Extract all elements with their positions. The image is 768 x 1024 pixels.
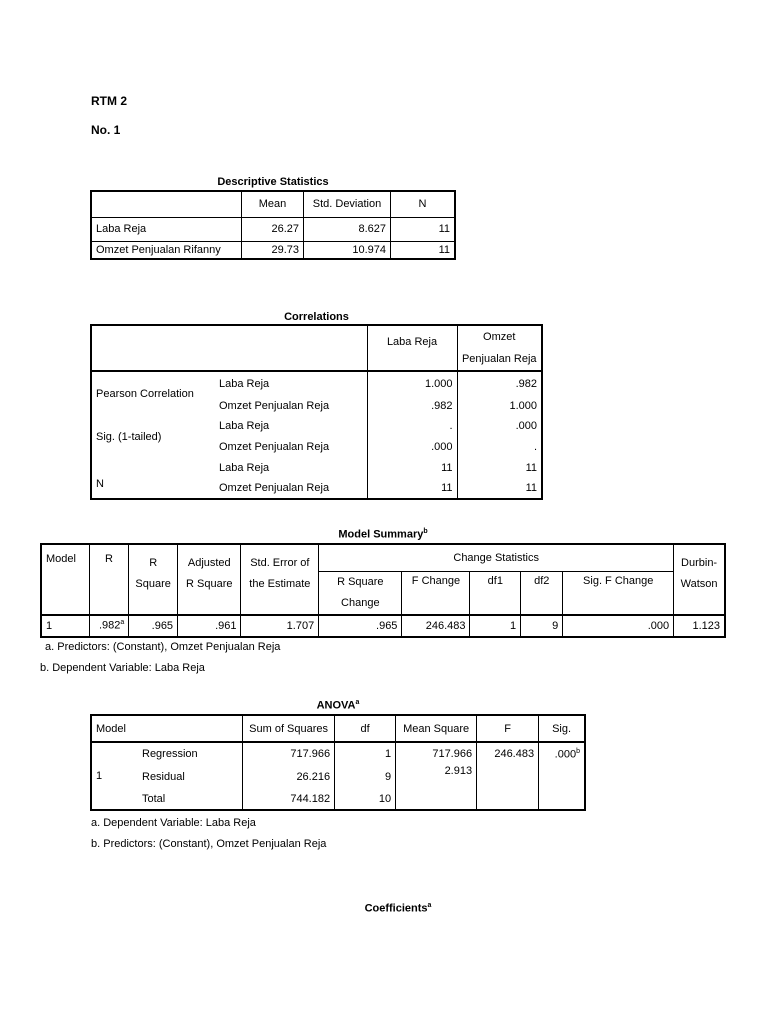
correlations-group-sig: Sig. (1-tailed): [96, 430, 162, 443]
correlations-group-pearson: Pearson Correlation: [96, 388, 194, 400]
ms-header-se-l1: Std. Error of: [250, 557, 310, 569]
anova-row-f-empty: [477, 788, 539, 810]
anova-header-sig: Sig.: [539, 715, 585, 742]
descriptive-row-mean: 26.27: [242, 217, 304, 241]
anova-model-number: 1: [96, 770, 103, 782]
correlations-value: 11: [525, 482, 537, 494]
correlations-header-row: [91, 325, 542, 371]
correlations-value: .: [367, 416, 457, 436]
model-summary-title: [40, 528, 726, 541]
coefficients-title: [300, 902, 496, 915]
ms-note-b: b. Dependent Variable: Laba Reja: [40, 662, 205, 674]
anova-header-f: F: [477, 715, 539, 742]
ms-row-r-value: .982: [98, 619, 121, 632]
ms-row-model: 1: [41, 615, 89, 637]
ms-header-dw-l1: Durbin-: [681, 557, 718, 569]
correlations-header-omzet-line1: Omzet: [483, 331, 516, 343]
ms-row-r-sup: a: [120, 619, 125, 627]
ms-header-rsquare-l2: Square: [135, 578, 171, 590]
correlations-sub-label: Laba Reja: [215, 416, 367, 436]
correlations-value: 11: [367, 478, 457, 499]
anova-header-ms: Mean Square: [396, 715, 477, 742]
ms-header-se: [241, 544, 319, 615]
ms-header-r: R: [89, 544, 129, 615]
anova-header-row: [91, 715, 585, 742]
anova-header-model: Model: [91, 715, 243, 742]
table-row: [91, 371, 542, 395]
ms-row-rsquare: .965: [129, 615, 178, 637]
ms-header-adj-l2: R Square: [186, 578, 233, 590]
ms-header-rsquare-l1: R: [149, 557, 158, 569]
descriptive-header-n: N: [391, 191, 456, 217]
ms-row-dw: 1.123: [674, 615, 725, 637]
correlations-header-omzet: [457, 325, 542, 371]
descriptive-header-row: [91, 191, 455, 217]
correlations-sub-label: Omzet Penjualan Reja: [215, 436, 367, 457]
correlations-value: .982: [367, 395, 457, 416]
anova-title: [90, 699, 586, 712]
descriptive-row-n: 11: [391, 217, 456, 241]
descriptive-row-sd: 10.974: [304, 241, 391, 259]
table-row: [91, 416, 542, 436]
heading-number: No. 1: [91, 123, 121, 137]
ms-row-df2: 9: [521, 615, 563, 637]
table-row: [41, 615, 725, 637]
ms-header-rsq-change-l2: Change: [341, 596, 380, 609]
ms-row-adj: .961: [178, 615, 241, 637]
descriptive-header-blank: [91, 191, 242, 217]
anova-header-df: df: [335, 715, 396, 742]
anova-row-ss: 26.216: [243, 765, 335, 788]
correlations-sub-label: Laba Reja: [215, 371, 367, 395]
ms-header-f-change: F Change: [402, 571, 470, 615]
descriptive-row-label: Laba Reja: [91, 217, 242, 241]
heading-rtm: RTM 2: [91, 94, 127, 108]
correlations-sub-label: Omzet Penjualan Reja: [215, 478, 367, 499]
anova-row-sig-sup: b: [576, 748, 580, 755]
correlations-value: .982: [515, 377, 537, 390]
ms-header-rsq-change: [319, 571, 402, 615]
correlations-title: Correlations: [284, 311, 349, 323]
ms-row-sig-f: .000: [563, 615, 674, 637]
ms-header-rsquare: [129, 544, 178, 615]
anova-row-ms: 717.966: [396, 742, 477, 765]
descriptive-header-sd: Std. Deviation: [304, 191, 391, 217]
correlations-value: 11: [367, 457, 457, 478]
correlations-header-laba: Laba Reja: [367, 325, 457, 371]
correlations-table: [90, 324, 543, 500]
ms-header-rsq-change-l1: R Square: [337, 575, 384, 588]
anova-row-ms: 2.913: [396, 765, 477, 788]
correlations-value: .000: [515, 420, 537, 432]
table-row: [91, 742, 585, 765]
correlations-value: .: [533, 440, 537, 453]
model-summary-title-text: Model Summary: [338, 528, 424, 541]
anova-note-a: a. Dependent Variable: Laba Reja: [91, 817, 256, 829]
anova-row-ms-empty: [396, 788, 477, 810]
anova-table: [90, 714, 586, 811]
anova-row-label: Residual: [138, 765, 243, 788]
anova-row-sig-empty: [539, 765, 585, 788]
anova-row-f: 246.483: [477, 742, 539, 765]
anova-row-df: 10: [335, 788, 396, 810]
anova-row-f-empty: [477, 765, 539, 788]
ms-row-df1: 1: [470, 615, 521, 637]
model-summary-header-row1: [41, 544, 725, 571]
ms-header-sig-f: Sig. F Change: [563, 571, 674, 615]
correlations-value: .000: [367, 436, 457, 457]
anova-title-sup: a: [355, 699, 360, 706]
anova-note-b: b. Predictors: (Constant), Omzet Penjualan Reja: [91, 838, 327, 850]
anova-row-label: Regression: [138, 742, 243, 765]
coefficients-title-sup: a: [427, 902, 432, 909]
anova-row-label: Total: [138, 788, 243, 810]
table-row: [91, 765, 585, 788]
ms-header-df1: df1: [470, 571, 521, 615]
descriptive-title: Descriptive Statistics: [217, 176, 329, 188]
anova-header-ss: Sum of Squares: [243, 715, 335, 742]
anova-row-sig: [539, 742, 585, 765]
ms-row-rsq-change: .965: [319, 615, 402, 637]
descriptive-row-n: 11: [391, 241, 456, 259]
ms-note-a: a. Predictors: (Constant), Omzet Penjualan Reja: [45, 641, 281, 653]
table-row: [91, 457, 542, 478]
model-summary-table: [40, 543, 726, 638]
ms-header-df2: df2: [521, 571, 563, 615]
anova-title-text: ANOVA: [316, 699, 356, 712]
ms-row-se: 1.707: [241, 615, 319, 637]
ms-header-adj-l1: Adjusted: [187, 557, 231, 569]
ms-header-se-l2: the Estimate: [249, 578, 311, 590]
descriptive-row-label: Omzet Penjualan Rifanny: [91, 241, 242, 259]
ms-header-adj: [178, 544, 241, 615]
correlations-value: 11: [525, 461, 537, 474]
descriptive-table: [90, 190, 456, 260]
correlations-value: 1.000: [509, 399, 537, 412]
coefficients-title-text: Coefficients: [364, 902, 428, 915]
correlations-sub-label: Omzet Penjualan Reja: [215, 395, 367, 416]
descriptive-row-sd: 8.627: [304, 217, 391, 241]
correlations-group-n: N: [96, 478, 104, 490]
descriptive-header-mean: Mean: [242, 191, 304, 217]
correlations-sub-label: Laba Reja: [215, 457, 367, 478]
anova-row-df: 9: [335, 765, 396, 788]
correlations-header-omzet-line2: Penjualan Reja: [461, 353, 537, 365]
ms-header-model: Model: [41, 544, 89, 615]
ms-row-r: [89, 615, 129, 637]
correlations-value: 1.000: [367, 371, 457, 395]
descriptive-row-mean: 29.73: [242, 241, 304, 259]
anova-row-sig-value: .000: [554, 748, 577, 761]
anova-row-ss: 744.182: [243, 788, 335, 810]
ms-row-f-change: 246.483: [402, 615, 470, 637]
anova-row-df: 1: [335, 742, 396, 765]
correlations-header-blank: [91, 325, 367, 371]
ms-header-change-stats: Change Statistics: [319, 544, 674, 571]
table-row: [91, 788, 585, 810]
anova-row-sig-empty: [539, 788, 585, 810]
table-row: [91, 217, 455, 241]
table-row: [91, 241, 455, 259]
ms-header-dw-l2: Watson: [680, 578, 718, 590]
anova-row-ss: 717.966: [243, 742, 335, 765]
ms-header-dw: [674, 544, 725, 615]
model-summary-title-sup: b: [423, 528, 428, 535]
